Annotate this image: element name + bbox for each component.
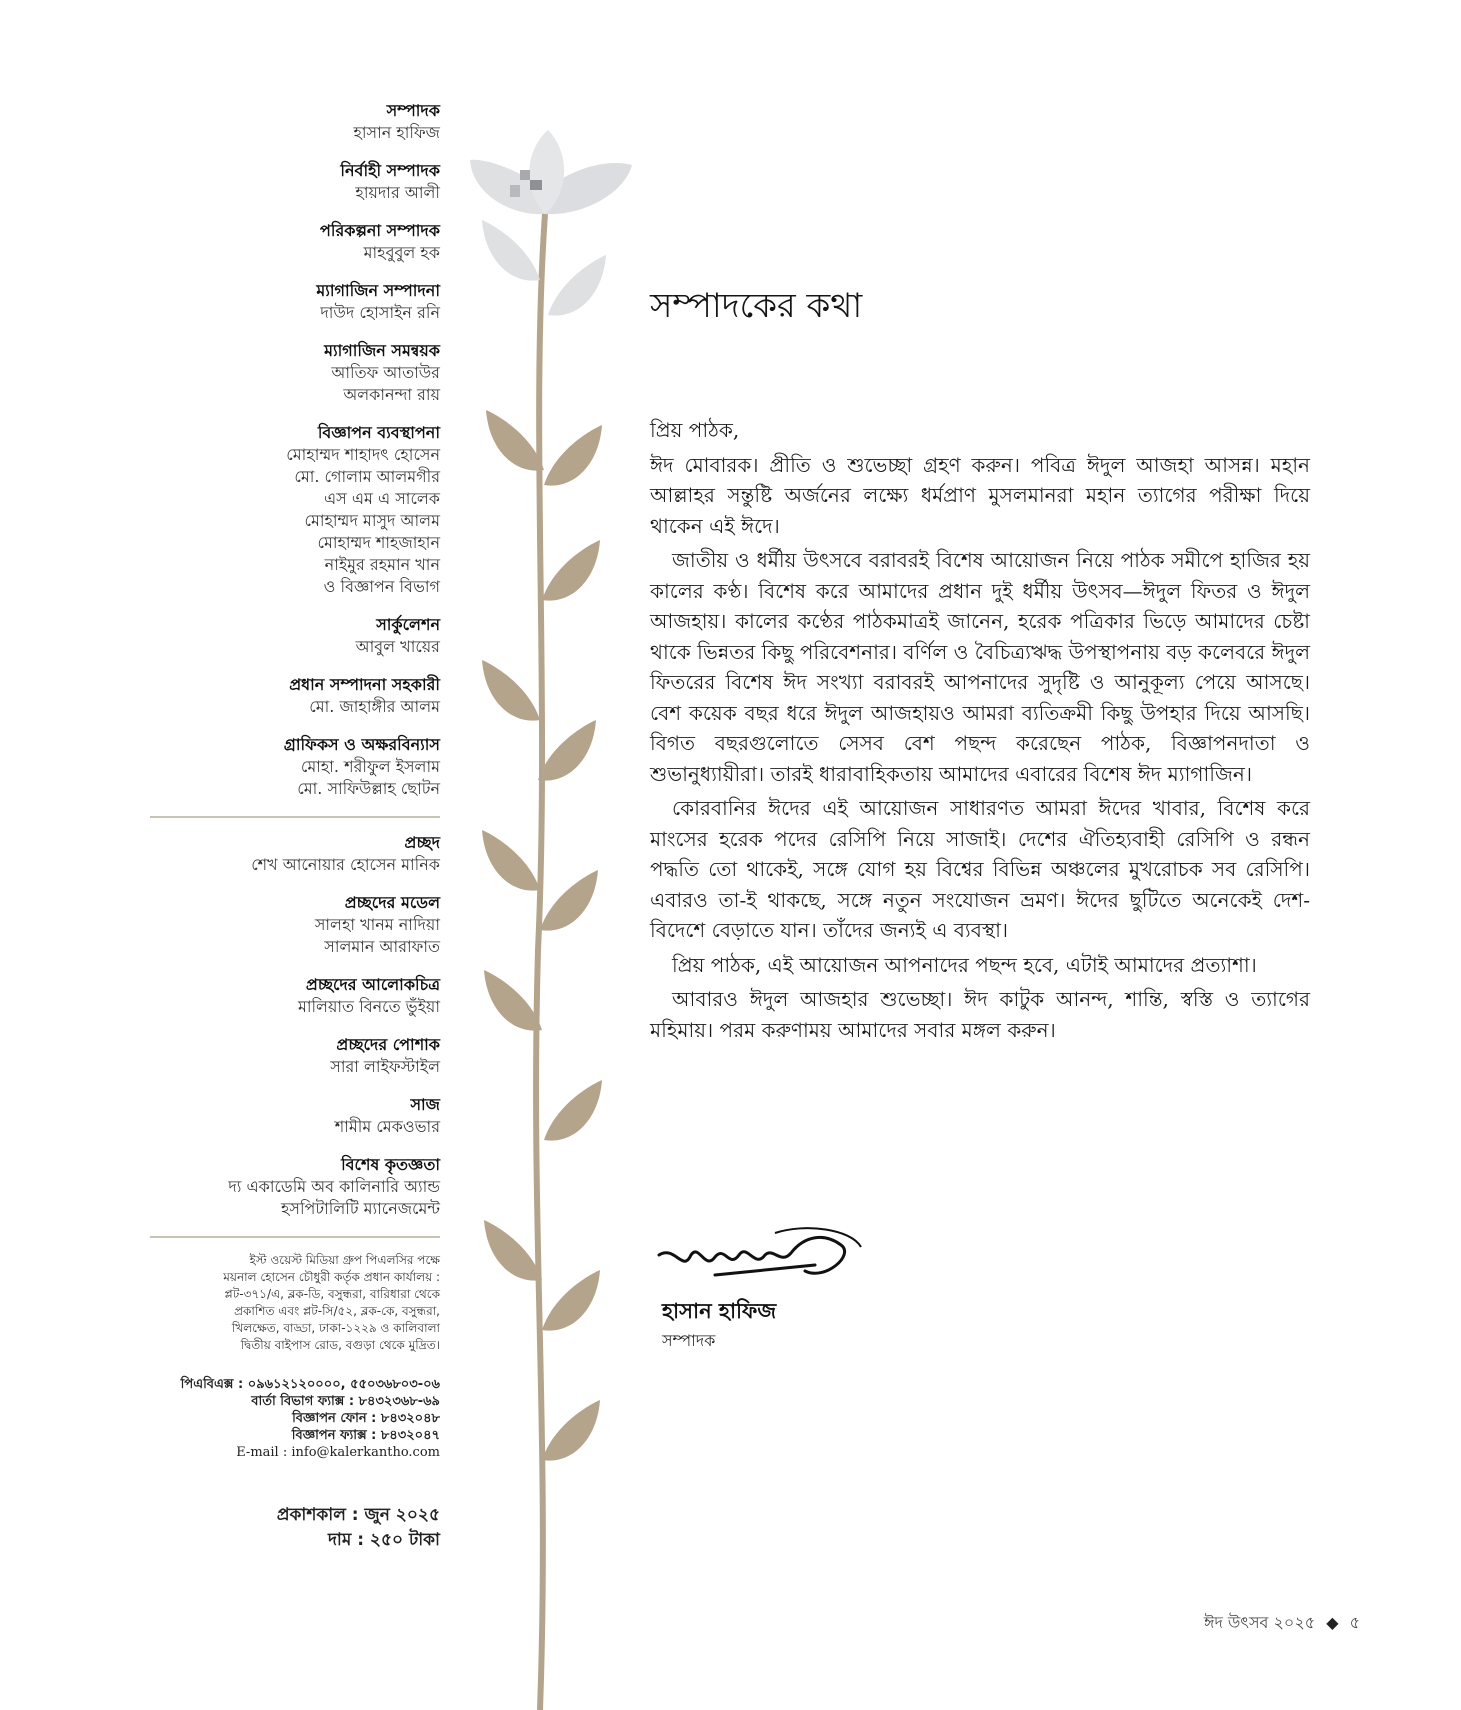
credit-name: নাইমুর রহমান খান [324,555,440,574]
contact-lines [150,1376,440,1444]
publisher-note-line: প্লট-৩৭১/এ, ব্লক-ডি, বসুন্ধরা, বারিধারা থেকে [224,1287,440,1301]
contact-line: বিজ্ঞাপন ফোন : ৮৪৩২০৪৮ [292,1411,440,1426]
credit-name: মালিয়াত বিনতে ভুঁইয়া [297,997,440,1016]
credit-block [150,422,440,598]
paragraph: ঈদ মোবারক। প্রীতি ও শুভেচ্ছা গ্রহণ করুন। পবিত্র ঈদুল আজহা আসন্ন। মহান আল্লাহর সন্তুষ্টি অর্জনের লক্ষ্যে ধর্মপ্রাণ মুসলমানরা মহান ত্যাগের পরীক্ষা দিয়ে থাকেন এই ঈদে। [650,452,1310,538]
price: দাম : ২৫০ টাকা [327,1530,440,1550]
credit-name: মো. জাহাঙ্গীর আলম [309,697,440,716]
cover-credits-list [150,832,440,1220]
credit-name: ও বিজ্ঞাপন বিভাগ [323,577,440,596]
publisher-note-line: ইস্ট ওয়েস্ট মিডিয়া গ্রুপ পিএলসির পক্ষে [249,1253,440,1267]
credit-role: সার্কুলেশন [376,615,440,634]
leaf-icon [542,540,600,601]
credit-name: মো. গোলাম আলমগীর [294,467,440,486]
paragraph: জাতীয় ও ধর্মীয় উৎসবে বরাবরই বিশেষ আয়োজন নিয়ে পাঠক সমীপে হাজির হয় কালের কণ্ঠ। বিশেষ করে আমাদের প্রধান দুই ধর্মীয় উৎসব—ঈদুল ফিতর ও ঈদুল আজহায়। কালের কণ্ঠের পাঠকমাত্রই জানেন, হরেক পত্রিকার ভিড়ে আমাদের চেষ্টা থাকে ভিন্নতর কিছু পরিবেশনার। বর্ণিল ও বৈচিত্র্যঋদ্ধ উপস্থাপনায় বড় কলেবরে ঈদুল ফিতরের বিশেষ ঈদ সংখ্যা বরাবরই আপনাদের সুদৃষ্টি ও আনুকূল্য পেয়ে আসছে। বেশ কয়েক বছর ধরে ঈদুল আজহায়ও আমরা ব্যতিক্রমী কিছু উপহার দিয়ে আসছি। বিগত বছরগুলোতে সেসব বেশ পছন্দ করেছেন পাঠক, বিজ্ঞাপনদাতা ও শুভানুধ্যায়ীরা। তারই ধারাবাহিকতায় আমাদের এবারের বিশেষ ঈদ ম্যাগাজিন। [650,548,1310,786]
credit-role: বিশেষ কৃতজ্ঞতা [341,1155,440,1174]
credit-name: সারা লাইফস্টাইল [330,1057,440,1076]
credit-role: সম্পাদক [386,101,440,120]
publication-info [150,1503,440,1553]
issue-name: ঈদ উৎসব ২০২৫ [1204,1613,1316,1632]
credit-name: হায়দার আলী [355,183,440,202]
credit-block [150,1154,440,1220]
salutation: প্রিয় পাঠক, [650,418,740,442]
credit-name: দ্য একাডেমি অব কালিনারি অ্যান্ড [228,1177,440,1196]
diamond-icon: ◆ [1326,1613,1339,1632]
credit-block [150,340,440,406]
credit-name: অলকানন্দা রায় [343,385,440,404]
masthead [150,100,440,1553]
credit-role: প্রচ্ছদ [404,833,440,852]
contact-line: বার্তা বিভাগ ফ্যাক্স : ৮৪৩২৩৬৮-৬৯ [251,1394,440,1409]
credit-role: প্রচ্ছদের আলোকচিত্র [305,975,440,994]
editorial-letter [650,415,1310,1049]
leaf-icon [484,1220,542,1281]
credit-name: দাউদ হোসাইন রনি [320,303,440,322]
credit-block [150,674,440,718]
paragraph: প্রিয় পাঠক, এই আয়োজন আপনাদের পছন্দ হবে, এটাই আমাদের প্রত্যাশা। [672,952,1257,977]
credit-name: এস এম এ সালেক [324,489,440,508]
publisher-note-line: ময়নাল হোসেন চৌধুরী কর্তৃক প্রধান কার্যালয় : [223,1270,440,1284]
credit-name: মাহবুবুল হক [363,243,440,262]
credit-name: শেখ আনোয়ার হোসেন মানিক [251,855,440,874]
leaf-icon [542,1400,600,1461]
credit-name: হাসান হাফিজ [353,123,440,142]
credit-role: পরিকল্পনা সম্পাদক [320,221,440,240]
leaf-icon [484,970,542,1031]
email[interactable]: E-mail : info@kalerkantho.com [236,1445,440,1460]
credit-role: ম্যাগাজিন সমন্বয়ক [324,341,440,360]
credit-block [150,1094,440,1138]
credit-block [150,892,440,958]
credit-name: আতিফ আতাউর [331,363,440,382]
publication-date: প্রকাশকাল : জুন ২০২৫ [276,1505,440,1525]
credit-block [150,280,440,324]
contact-line: বিজ্ঞাপন ফ্যাক্স : ৮৪৩২০৪৭ [291,1428,440,1443]
publisher-note-line: খিলক্ষেত, বাড্ডা, ঢাকা-১২২৯ ও কালিবালা [231,1321,440,1335]
credit-name: আবুল খায়ের [355,637,440,656]
leaf-icon [486,410,544,471]
credit-name: শামীম মেকওভার [334,1117,440,1136]
credit-name: হসপিটালিটি ম্যানেজমেন্ট [280,1199,440,1218]
credit-name: সালহা খানম নাদিয়া [314,915,440,934]
credit-role: প্রচ্ছদের মডেল [344,893,440,912]
flower-icon [470,130,632,214]
article-title: সম্পাদকের কথা [650,286,863,326]
credit-block [150,100,440,144]
contact-block [150,1376,440,1461]
signature-icon [655,1225,875,1295]
credit-block [150,614,440,658]
paragraph: আবারও ঈদুল আজহার শুভেচ্ছা। ঈদ কাটুক আনন্দ, শান্তি, স্বস্তি ও ত্যাগের মহিমায়। পরম করুণাময় আমাদের সবার মঙ্গল করুন। [650,987,1310,1042]
publisher-note-line: প্রকাশিত এবং প্লট-সি/৫২, ব্লক-কে, বসুন্ধরা, [234,1304,440,1318]
page-footer [1140,1610,1360,1637]
credit-block [150,734,440,800]
publisher-note-line: দ্বিতীয় বাইপাস রোড, বগুড়া থেকে মুদ্রিত। [240,1338,440,1352]
credit-role: সাজ [410,1095,440,1114]
publisher-note [150,1252,440,1354]
signer-role: সম্পাদক [662,1331,716,1350]
credit-block [150,220,440,264]
credit-name: সালমান আরাফাত [324,937,440,956]
leaf-icon [544,425,602,486]
credit-role: প্রধান সম্পাদনা সহকারী [289,675,440,694]
credit-name: মোহাম্মদ শাহজাহান [317,533,440,552]
credit-name: মোহা. শরীফুল ইসলাম [300,757,440,776]
credit-role: নির্বাহী সম্পাদক [340,161,440,180]
pale-leaf-icon [548,255,606,316]
credit-role: বিজ্ঞাপন ব্যবস্থাপনা [317,423,440,442]
credit-role: প্রচ্ছদের পোশাক [336,1035,440,1054]
pale-leaf-icon [482,220,540,281]
leaf-icon [482,660,540,721]
credit-block [150,1034,440,1078]
leaf-icon [538,720,596,781]
contact-line: পিএবিএক্স : ০৯৬১২১২০০০০, ৫৫০৩৬৮০৩-০৬ [180,1377,440,1392]
leaf-icon [542,1270,600,1331]
paragraph: কোরবানির ঈদের এই আয়োজন সাধারণত আমরা ঈদের খাবার, বিশেষ করে মাংসের হরেক পদের রেসিপি নিয়ে সাজাই। দেশের ঐতিহ্যবাহী রেসিপি ও রন্ধন পদ্ধতি তো থাকেই, সঙ্গে যোগ হয় বিশ্বের বিভিন্ন অঞ্চলের মুখরোচক সব রেসিপি। এবারও তা-ই থাকছে, সঙ্গে নতুন সংযোজন ভ্রমণ। ঈদের ছুটিতে অনেকেই দেশ-বিদেশে বেড়াতে যান। তাঁদের জন্যই এ ব্যবস্থা। [650,796,1310,942]
credit-name: মো. সাফিউল্লাহ ছোটন [297,779,440,798]
divider [150,816,440,818]
leaf-icon [540,870,598,931]
signer-name: হাসান হাফিজ [662,1299,777,1323]
credit-block [150,160,440,204]
divider [150,1236,440,1238]
page-number: ৫ [1349,1613,1360,1632]
credit-block [150,832,440,876]
leaf-icon [482,830,540,891]
flower-stem-illustration [460,130,640,1710]
credits-list [150,100,440,800]
credit-role: গ্রাফিকস ও অক্ষরবিন্যাস [283,735,440,754]
credit-block [150,974,440,1018]
credit-name: মোহাম্মদ শাহাদৎ হোসেন [286,445,440,464]
credit-role: ম্যাগাজিন সম্পাদনা [316,281,440,300]
credit-name: মোহাম্মদ মাসুদ আলম [304,511,440,530]
leaf-icon [544,1080,602,1141]
